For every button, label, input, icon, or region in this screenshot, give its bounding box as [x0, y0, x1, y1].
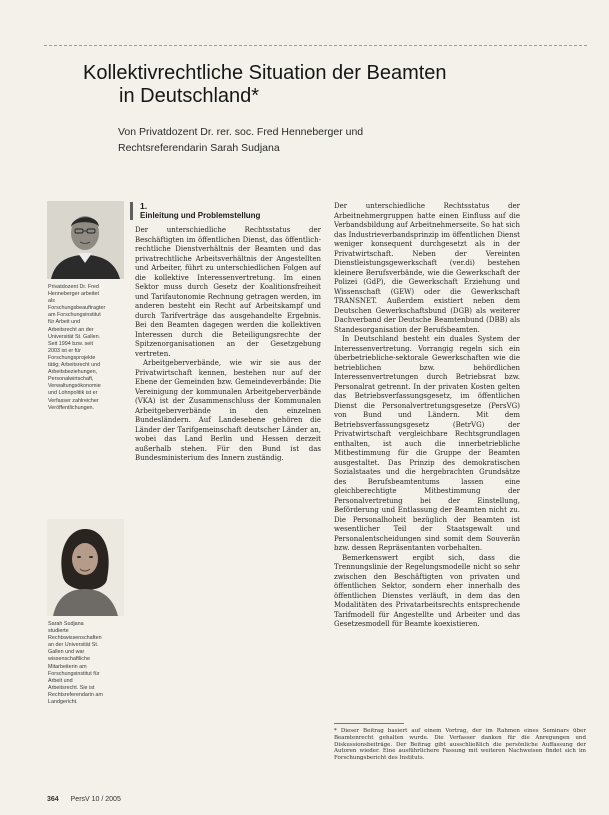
author-caption-sudjana: Sarah Sudjana studierte Rechtswissenschaften an der Universität St. Gallen und war wissenschaftliche Mitarbeiterin am Forschungsinstitut für Arbeit und Arbeitsrecht. Sie ist Rechtsreferendarin am Landgericht.: [48, 621, 103, 706]
section-title: Einleitung und Problemstellung: [140, 211, 261, 220]
paragraph: Arbeitgeberverbände, wie wir sie aus der Privatwirtschaft kennen, bestehen nur auf der Ebene der Gemeinden bzw. Gemeindeverbände: Die Vereinigung der kommunalen Arbeitgeberverbände (VKA) ist der Zusammenschluss der Kommunalen Arbeitgeberverbände in den einzelnen Bundesländern. Auf Landesebene gehören die Länder der Tarifgemeinschaft deutscher Länder an, wobei das Land Berlin und Hessen derzeit außerhalb stehen. Für den Bund ist das Bundesministerium des Innern zuständig.: [135, 359, 321, 462]
authors-line-2: Rechtsreferendarin Sarah Sudjana: [118, 142, 280, 154]
page-number: 364: [47, 796, 59, 803]
author-photo-sudjana: [47, 519, 124, 616]
paragraph: Der unterschiedliche Rechtsstatus der Arbeitnehmergruppen hatte einen Einfluss auf die Verbandsbildung auf Arbeitnehmerseite. So hat sich das Industrieverbandsprinzip im öffentlichen Dienst weniger konsequent durchgesetzt als in der Privatwirtschaft. Neben der Vereinten Dienstleistungsgewerkschaft (ver.di) bestehen kleinere Berufsverbände, wie die Gewerkschaft der Polizei (GdP), die Gewerkschaft Erziehung und Wissenschaft (GEW) oder die Gewerkschaft TRANSNET. Außerdem existiert neben dem Deutschen Gewerkschaftsbund (DGB) als weiterer Dachverband der Deutsche Beamtenbund (DBB) als Standesorganisation der Berufsbeamten.: [334, 202, 520, 334]
author-caption-henneberger: Privatdozent Dr. Fred Henneberger arbeitet als Forschungsbeauftragter am Forschungsinstitut für Arbeit und Arbeitsrecht an der Universität St. Gallen. Seit 1994 bzw. seit 2003 ist er für Forschungsprojekte tätig; Arbeitsrecht und Arbeitsbeziehungen, Personalwirtschaft, Verwaltungsökonomie und Lohnpolitik ist er Verfasser zahlreicher Veröffentlichungen.: [48, 284, 106, 411]
journal-issue: PersV 10 / 2005: [70, 796, 121, 803]
title-line-2: in Deutschland*: [119, 85, 260, 107]
page-footer: [47, 796, 121, 803]
footnote: * Dieser Beitrag basiert auf einem Vortrag, der im Rahmen eines Seminars über Beamtenrecht gehalten wurde. Die Verfasser danken für die Anregungen und Diskussionsbeiträge. Der Beitrag gibt ausschließlich die persönliche Auffassung der Autoren wieder. Eine ausführlichere Fassung mit weiteren Nachweisen findet sich im Forschungsbericht des Instituts.: [334, 728, 586, 762]
header-rule: [44, 45, 587, 46]
section-marker: [130, 202, 133, 220]
title-line-1: Kollektivrechtliche Situation der Beamten: [83, 62, 447, 84]
article-authors: [118, 124, 538, 156]
paragraph: Bemerkenswert ergibt sich, dass die Trennungslinie der Regelungsmodelle nicht so sehr zwischen den Beschäftigten von privaten und öffentlichen Sektor, sondern eher innerhalb des öffentlichen Dienstes verläuft, in dem das den Modalitäten des Privatarbeitsrechts entsprechende Tarifmodell für Angestellte und Arbeiter und das Gesetzesmodell für Beamte koexistieren.: [334, 553, 520, 628]
footnote-rule: [334, 723, 404, 724]
paragraph: In Deutschland besteht ein duales System der Interessenvertretung. Vorrangig regeln sich ein überbetriebliche-sektorale Gewerkschaften wie die betrieblichen bzw. behördlichen Interessenvertretungen durch Betriebsrat bzw. Personalrat getrennt. In der privaten Kosten gelten das Betriebsverfassungsgesetz, im öffentlichen Dienst die Personalvertretungsgesetze (PersVG) von Bund und Ländern. Mit dem Betriebsverfassungsgesetz (BetrVG) der Privatwirtschaft vergleichbare Rechtsgrundlagen enthalten, ist auch die innerbetriebliche Mitbestimmung für die Gruppe der Beamten ausgestaltet. Das Prinzip des demokratischen Sozialstaates und die hergebrachten Grundsätze des Berufsbeamtentums lassen eine gleichberechtigte Mitbestimmung der Personalvertretung bei der Einstellung, Beförderung und Entlassung der Beamten nicht zu. Die Personalhoheit bezüglich der Beamten ist wesentlicher Teil der Staatsgewalt und Personalentscheidungen sind somit dem Souverän bzw. dessen Repräsentanten vorbehalten.: [334, 335, 520, 552]
body-column-right: [334, 202, 520, 778]
section-number: 1.: [140, 201, 148, 211]
authors-line-1: Von Privatdozent Dr. rer. soc. Fred Henneberger und: [118, 126, 364, 138]
article-title: [83, 62, 543, 108]
author-photo-henneberger: [47, 201, 124, 279]
paragraph: Der unterschiedliche Rechtsstatus der Beschäftigten im öffentlichen Dienst, das öffentlich-rechtliche Dienstverhältnis der Beamten und das privatrechtliche Arbeitsverhältnis der Angestellten und Arbeiter, führt zu unterschiedlichen Folgen auf die kollektive Interessenvertretung. Im einen Sektor muss durch Gesetz der Koalitionsfreiheit und Tarifautonomie Rechnung getragen werden, im anderen besteht ein Recht auf Arbeitskampf und durch Tarifverträge das ausgehandelte Ergebnis. Bei den Beamten dagegen werden die kollektiven Interessen durch die Beteiligungsrechte der Spitzenorganisationen an der Gesetzgebung vertreten.: [135, 226, 321, 358]
body-column-left: [135, 226, 321, 794]
